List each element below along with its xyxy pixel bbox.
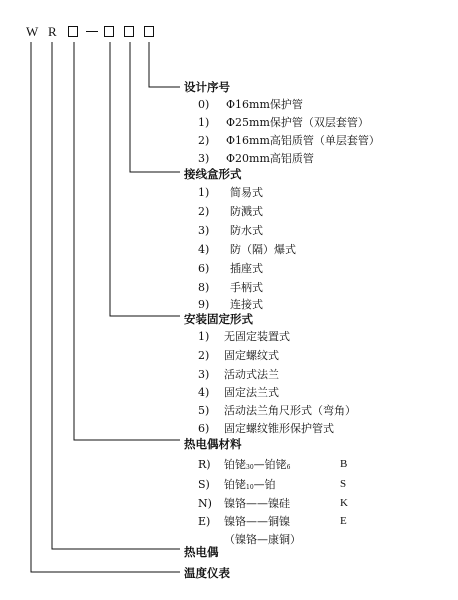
- section-title-thermocouple: 热电偶: [184, 545, 219, 559]
- section-title-installation: 安装固定形式: [184, 312, 253, 326]
- list-item: 3) 防水式: [198, 224, 263, 237]
- section-title-design-serial: 设计序号: [184, 80, 230, 94]
- section-title-material: 热电偶材料: [184, 437, 242, 451]
- list-item: 3) Φ20mm高铝质管: [198, 152, 314, 165]
- list-item: 2) 防溅式: [198, 205, 263, 218]
- line-thermocouple: [52, 42, 180, 549]
- list-item: 5) 活动法兰角尺形式（弯角）: [198, 404, 356, 417]
- list-item: 9) 连接式: [198, 298, 263, 311]
- line-material: [74, 42, 180, 440]
- list-item: R) 铂铑30—铂铑6: [198, 458, 291, 471]
- graduation-code: B: [340, 458, 348, 470]
- list-item: 2) Φ16mm高铝质管（单层套管）: [198, 134, 380, 147]
- list-item: 4) 固定法兰式: [198, 386, 279, 399]
- line-instrument: [31, 42, 180, 572]
- graduation-code: E: [340, 515, 347, 527]
- line-serial: [149, 42, 180, 87]
- list-item: 6) 插座式: [198, 262, 263, 275]
- list-item: E) 镍铬——铜镍: [198, 515, 290, 528]
- list-item: 1) Φ25mm保护管（双层套管）: [198, 116, 369, 129]
- list-item: 4) 防（隔）爆式: [198, 243, 296, 256]
- section-title-temperature-instrument: 温度仪表: [184, 566, 230, 580]
- graduation-code: K: [340, 497, 348, 509]
- code-letter-w: W: [26, 24, 39, 39]
- section-title-junction-box: 接线盒形式: [184, 167, 242, 181]
- line-junction: [130, 42, 180, 172]
- list-item: N) 镍铬——镍硅: [198, 497, 290, 510]
- material-note: （镍铬—康铜）: [224, 533, 301, 546]
- list-item: 2) 固定螺纹式: [198, 349, 279, 362]
- list-item: 0) Φ16mm保护管: [198, 98, 303, 111]
- list-item: 8) 手柄式: [198, 281, 263, 294]
- list-item: 3) 活动式法兰: [198, 368, 279, 381]
- line-install: [110, 42, 180, 316]
- code-letter-r: R: [48, 24, 57, 39]
- list-item: 6) 固定螺纹锥形保护管式: [198, 422, 334, 435]
- list-item: S) 铂铑10—铂: [198, 478, 276, 491]
- graduation-code: S: [340, 478, 347, 490]
- list-item: 1) 简易式: [198, 186, 263, 199]
- list-item: 1) 无固定装置式: [198, 330, 290, 343]
